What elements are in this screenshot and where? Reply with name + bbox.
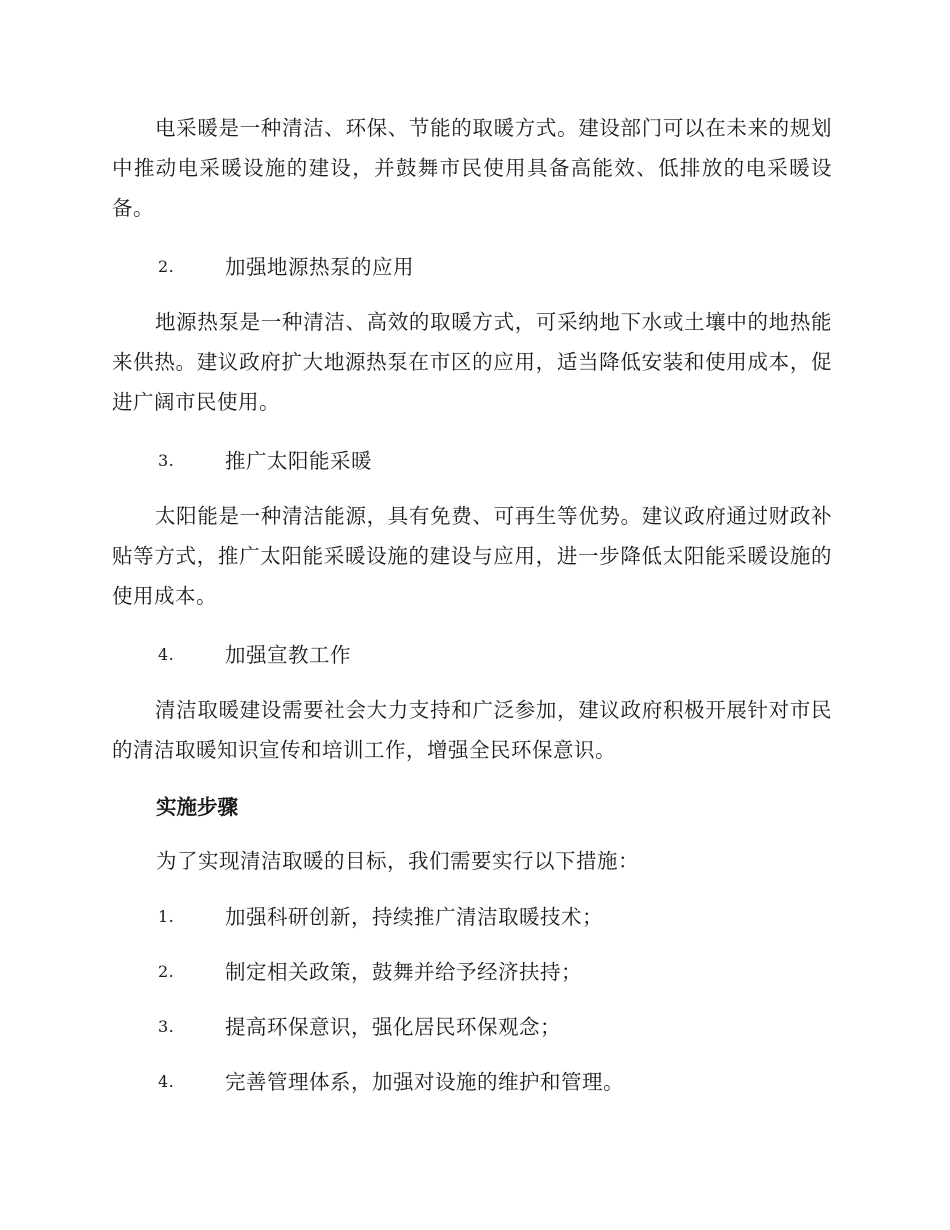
list-number: 2. <box>158 257 175 276</box>
step-item-1 <box>158 902 838 932</box>
list-item-solar <box>158 446 838 476</box>
paragraph-electric-heating: 电采暖是一种清洁、环保、节能的取暖方式。建设部门可以在未来的规划中推动电采暖设施的建设，并鼓舞市民使用具备高能效、低排放的电采暖设备。 <box>112 116 832 220</box>
list-text: 加强宣教工作 <box>225 643 351 667</box>
list-text: 推广太阳能采暖 <box>225 449 372 473</box>
list-number: 1. <box>158 907 175 926</box>
list-number: 2. <box>158 962 175 981</box>
list-text: 提高环保意识，强化居民环保观念； <box>225 1015 561 1039</box>
list-number: 3. <box>158 1017 175 1036</box>
paragraph-solar: 太阳能是一种清洁能源，具有免费、可再生等优势。建议政府通过财政补贴等方式，推广太阳能采暖设施的建设与应用，进一步降低太阳能采暖设施的使用成本。 <box>112 504 832 608</box>
list-number: 4. <box>158 1072 175 1091</box>
step-item-3 <box>158 1012 838 1042</box>
list-item-ground-source <box>158 252 838 282</box>
section-heading: 实施步骤 <box>156 795 238 819</box>
paragraph-ground-source: 地源热泵是一种清洁、高效的取暖方式，可采纳地下水或土壤中的地热能来供热。建议政府扩大地源热泵在市区的应用，适当降低安装和使用成本，促进广阔市民使用。 <box>112 310 832 414</box>
list-text: 加强科研创新，持续推广清洁取暖技术； <box>225 905 603 929</box>
list-text: 加强地源热泵的应用 <box>225 255 414 279</box>
step-item-4 <box>158 1067 838 1097</box>
list-text: 完善管理体系，加强对设施的维护和管理。 <box>225 1070 624 1094</box>
paragraph-education: 清洁取暖建设需要社会大力支持和广泛参加，建议政府积极开展针对市民的清洁取暖知识宣传和培训工作，增强全民环保意识。 <box>112 698 832 762</box>
list-number: 4. <box>158 645 175 664</box>
step-item-2 <box>158 957 838 987</box>
list-item-education <box>158 640 838 670</box>
list-number: 3. <box>158 451 175 470</box>
list-text: 制定相关政策，鼓舞并给予经济扶持； <box>225 960 582 984</box>
section-intro: 为了实现清洁取暖的目标，我们需要实行以下措施： <box>156 849 639 873</box>
